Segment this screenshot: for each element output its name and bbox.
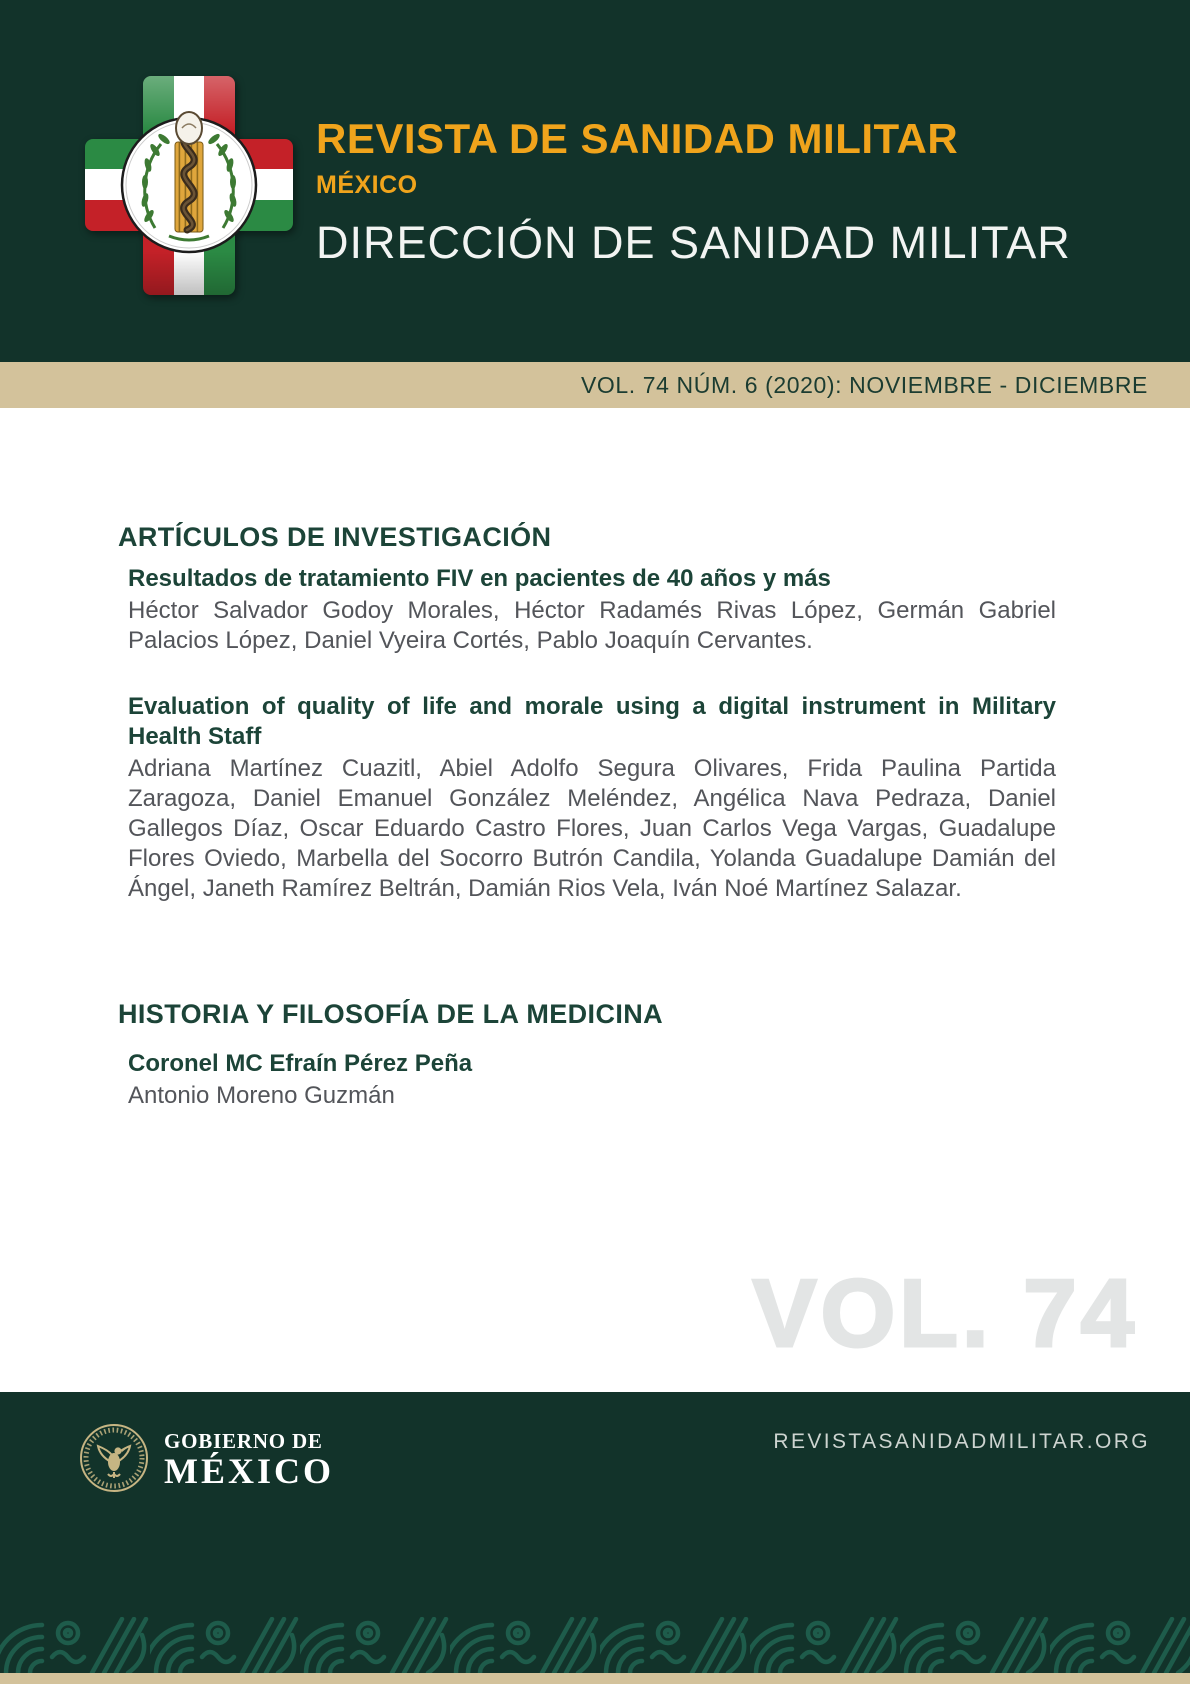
issue-banner	[0, 362, 1190, 408]
section-heading-articulos-investigacion: ARTÍCULOS DE INVESTIGACIÓN	[118, 522, 552, 552]
journal-title: REVISTA DE SANIDAD MILITAR	[316, 115, 959, 162]
mexico-coat-of-arms-icon	[78, 1422, 150, 1499]
bottom-accent-strip	[0, 1673, 1190, 1684]
masthead	[0, 0, 1190, 362]
article-authors: Adriana Martínez Cuazitl, Abiel Adolfo Segura Olivares, Frida Paulina Partida Zaragoza, Daniel Emanuel González Meléndez, Angélica Nava Pedraza, Daniel Gallegos Díaz, Oscar Eduardo Castro Flores, Juan Carlos Vega Vargas, Guadalupe Flores Oviedo, Marbella del Socorro Butrón Candila, Yolanda Guadalupe Damián del Ángel, Janeth Ramírez Beltrán, Damián Rios Vela, Iván Noé Martínez Salazar.	[128, 755, 1056, 902]
section-heading-historia-filosofia: HISTORIA Y FILOSOFÍA DE LA MEDICINA	[118, 999, 664, 1029]
gobierno-de-label: GOBIERNO DE	[164, 1429, 323, 1454]
journal-country: MÉXICO	[316, 171, 418, 199]
article-entry	[118, 692, 1056, 904]
article-title: Resultados de tratamiento FIV en pacientes de 40 años y más	[128, 565, 831, 592]
table-of-contents	[118, 408, 1056, 1111]
article-title: Evaluation of quality of life and morale using a digital instrument in Military Health Staff	[128, 693, 1056, 750]
article-entry	[118, 564, 1056, 656]
gobierno-de-mexico-logo	[78, 1422, 334, 1499]
military-health-cross-logo-icon	[85, 76, 293, 295]
journal-website: REVISTASANIDADMILITAR.ORG	[773, 1430, 1150, 1453]
decorative-greca-pattern	[0, 1617, 1190, 1673]
gobierno-de-mexico-wordmark	[164, 1430, 334, 1491]
issue-banner-text: VOL. 74 NÚM. 6 (2020): NOVIEMBRE - DICIEMBRE	[580, 371, 1148, 398]
mexico-label: MÉXICO	[164, 1451, 334, 1492]
article-entry	[118, 1049, 1056, 1111]
article-title: Coronel MC Efraín Pérez Peña	[128, 1050, 473, 1077]
journal-department: DIRECCIÓN DE SANIDAD MILITAR	[316, 217, 1071, 268]
masthead-text	[316, 115, 1071, 268]
article-authors: Antonio Moreno Guzmán	[128, 1082, 395, 1109]
volume-watermark: VOL. 74	[752, 1260, 1138, 1367]
article-authors: Héctor Salvador Godoy Morales, Héctor Radamés Rivas López, Germán Gabriel Palacios López, Daniel Vyeira Cortés, Pablo Joaquín Cervantes.	[128, 597, 1056, 654]
